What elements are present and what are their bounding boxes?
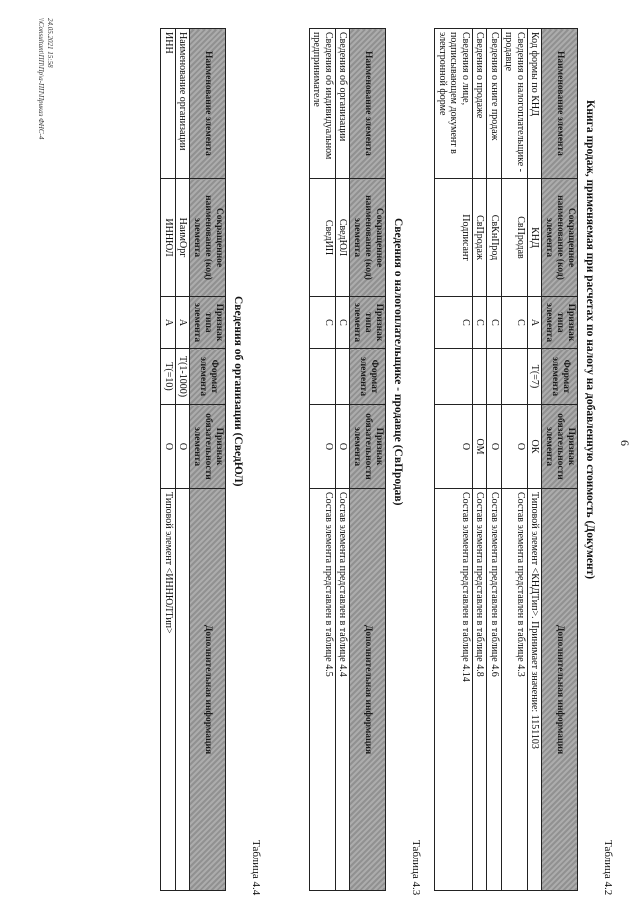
table-label-4-4: Таблица 4.4 — [250, 840, 262, 896]
table-cell: Т(=7) — [527, 349, 542, 405]
document-footer — [37, 18, 55, 139]
table-cell: О — [435, 405, 473, 489]
table-cell: Подписант — [435, 179, 473, 297]
column-header: Сокращенное наименование (код) элемента — [542, 179, 578, 297]
table-cell — [435, 349, 473, 405]
column-header: Сокращенное наименование (код) элемента — [190, 179, 226, 297]
table-cell: А — [527, 297, 542, 349]
table-cell: А — [175, 297, 190, 349]
table-cell: Состав элемента представлен в таблице 4.14 — [435, 489, 473, 891]
column-header: Дополнительная информация — [350, 489, 386, 891]
table-header-row — [350, 29, 386, 891]
table-label-4-3: Таблица 4.3 — [410, 840, 422, 896]
table-cell: Код формы по КНД — [527, 29, 542, 179]
table-cell: С — [309, 297, 335, 349]
table-cell: С — [335, 297, 350, 349]
table-cell: СвПродаж — [472, 179, 487, 297]
column-header: Сокращенное наименование (код) элемента — [350, 179, 386, 297]
table-cell: СвПродав — [501, 179, 527, 297]
table-row — [435, 29, 473, 891]
table-cell: О — [175, 405, 190, 489]
column-header: Наименование элемента — [350, 29, 386, 179]
table-cell: ОМ — [472, 405, 487, 489]
table-cell: Т(1-1000) — [175, 349, 190, 405]
column-header: Признак типа элемента — [190, 297, 226, 349]
table-row — [527, 29, 542, 891]
table-header-row — [190, 29, 226, 891]
table-cell: СведИП — [309, 179, 335, 297]
table-cell: НаимОрг — [175, 179, 190, 297]
table-cell: Типовой элемент <КНДТип>. Принимает значение: 1151103 — [527, 489, 542, 891]
column-header: Признак типа элемента — [542, 297, 578, 349]
table-row — [487, 29, 502, 891]
table-title-4-2: Книга продаж, применяемая при расчетах по налогу на добавленную стоимость (Документ) — [584, 100, 596, 580]
table-cell — [175, 489, 190, 891]
column-header: Формат элемента — [542, 349, 578, 405]
table-cell: Состав элемента представлен в таблице 4.6 — [487, 489, 502, 891]
table-row — [472, 29, 487, 891]
table-cell: СведЮЛ — [335, 179, 350, 297]
table-cell: Сведения о продаже — [472, 29, 487, 179]
table-4-2 — [434, 28, 578, 891]
table-cell: О — [501, 405, 527, 489]
table-row — [161, 29, 176, 891]
table-cell: СвКнПрод — [487, 179, 502, 297]
table-cell: О — [487, 405, 502, 489]
table-cell: С — [472, 297, 487, 349]
table-cell: ИНН — [161, 29, 176, 179]
table-cell: С — [487, 297, 502, 349]
table-cell — [472, 349, 487, 405]
footer-path: \\Consultant\ПП\Пр\а-ПП\Приказ ФНС-4 — [37, 18, 46, 140]
table-cell: Состав элемента представлен в таблице 4.5 — [309, 489, 335, 891]
footer-timestamp: 24.05.2021 15:58 — [46, 18, 54, 68]
column-header: Наименование элемента — [542, 29, 578, 179]
table-row — [501, 29, 527, 891]
table-cell: Сведения о лице, подписывающем документ в электронной форме — [435, 29, 473, 179]
table-cell: А — [161, 297, 176, 349]
column-header: Формат элемента — [190, 349, 226, 405]
column-header: Признак обязательности элемента — [350, 405, 386, 489]
table-cell: Сведения об индивидуальном предпринимателе — [309, 29, 335, 179]
table-cell: Состав элемента представлен в таблице 4.8 — [472, 489, 487, 891]
table-row — [335, 29, 350, 891]
table-cell: ИННЮЛ — [161, 179, 176, 297]
table-header-row — [542, 29, 578, 891]
table-cell: О — [161, 405, 176, 489]
table-row — [175, 29, 190, 891]
column-header: Дополнительная информация — [542, 489, 578, 891]
table-cell: Типовой элемент <ИННЮЛТип> — [161, 489, 176, 891]
table-cell: О — [335, 405, 350, 489]
column-header: Формат элемента — [350, 349, 386, 405]
table-cell: ОК — [527, 405, 542, 489]
table-cell — [501, 349, 527, 405]
table-cell: Состав элемента представлен в таблице 4.3 — [501, 489, 527, 891]
column-header: Признак типа элемента — [350, 297, 386, 349]
table-cell: Наименование организации — [175, 29, 190, 179]
table-cell: Сведения о налогоплательщике - продавце — [501, 29, 527, 179]
table-4-4 — [160, 28, 226, 891]
table-cell: О — [309, 405, 335, 489]
table-cell: Т(=10) — [161, 349, 176, 405]
table-cell: С — [501, 297, 527, 349]
table-cell — [309, 349, 335, 405]
table-cell: Сведения об организации — [335, 29, 350, 179]
table-cell: С — [435, 297, 473, 349]
table-row — [309, 29, 335, 891]
table-cell: КНД — [527, 179, 542, 297]
table-title-4-4: Сведения об организации (СведЮЛ) — [232, 296, 244, 487]
table-cell: Состав элемента представлен в таблице 4.4 — [335, 489, 350, 891]
table-cell — [335, 349, 350, 405]
column-header: Наименование элемента — [190, 29, 226, 179]
table-title-4-3: Сведения о налогоплательщике - продавце (СвПродав) — [392, 218, 404, 506]
column-header: Признак обязательности элемента — [542, 405, 578, 489]
table-4-3 — [309, 28, 386, 891]
table-label-4-2: Таблица 4.2 — [602, 840, 614, 896]
column-header: Дополнительная информация — [190, 489, 226, 891]
page-number: 6 — [618, 440, 632, 446]
table-cell — [487, 349, 502, 405]
column-header: Признак обязательности элемента — [190, 405, 226, 489]
table-cell: Сведения о книге продаж — [487, 29, 502, 179]
